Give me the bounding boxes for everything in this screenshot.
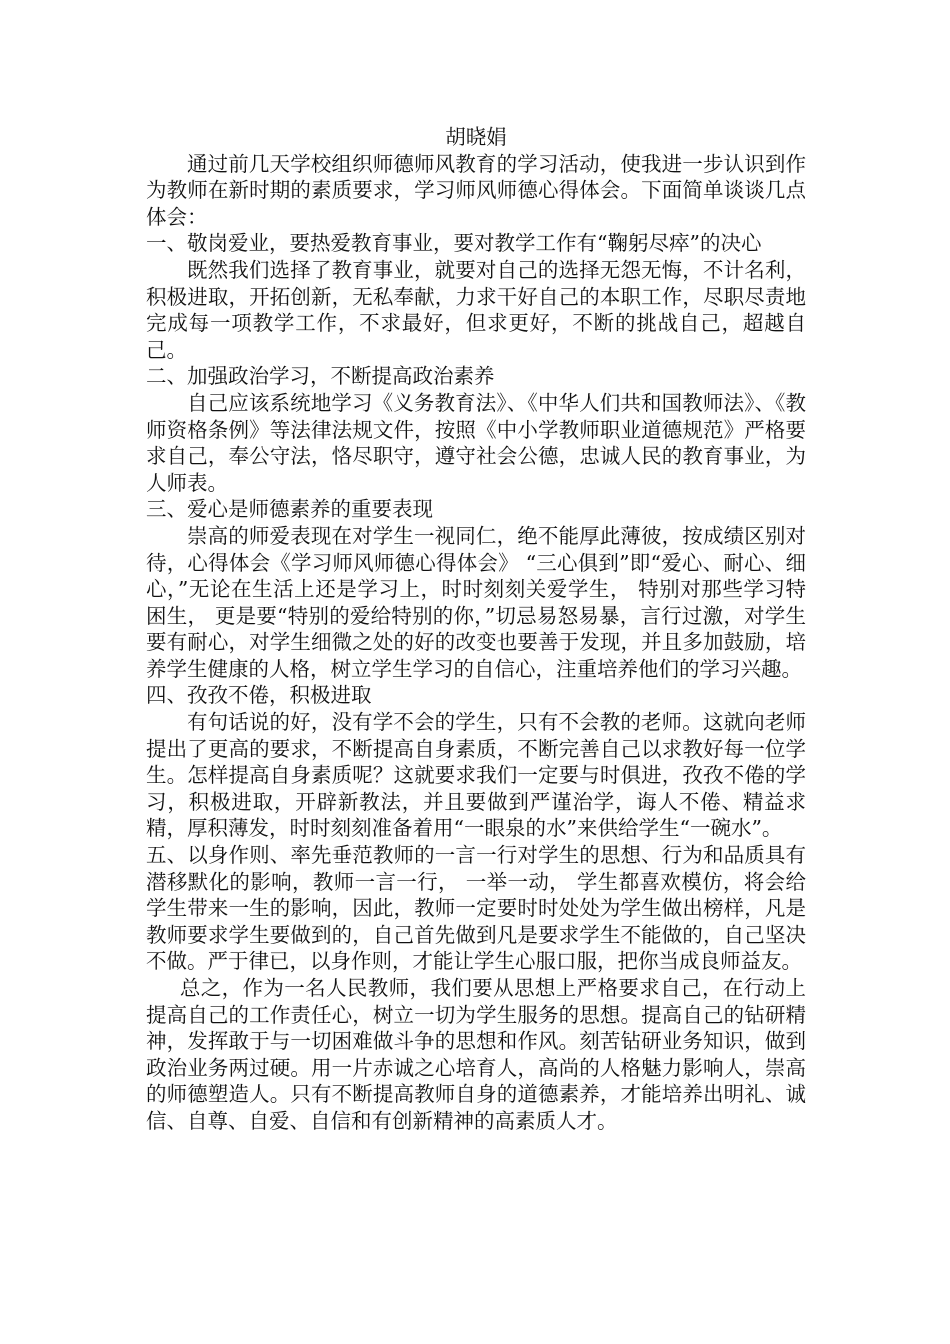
section-4-body: 有句话说的好，没有学不会的学生，只有不会教的老师。这就向老师提出了更高的要求，不断提高自身素质，不断完善自己以求教好每一位学生。怎样提高自身素质呢？这就要求我们一定要与时俱进，孜孜不倦的学习，积极进取，开辟新教法，并且要做到严谨治学，诲人不倦、精益求精，厚积薄发，时时刻刻准备着用“一眼泉的水”来供给学生“一碗水”。 bbox=[146, 710, 806, 841]
section-1-heading: 一、敬岗爱业，要热爱教育事业，要对教学工作有“鞠躬尽瘁”的决心 bbox=[146, 231, 762, 256]
document-page bbox=[146, 124, 806, 1135]
conclusion-paragraph: 总之，作为一名人民教师，我们要从思想上严格要求自己，在行动上提高自己的工作责任心，树立一切为学生服务的思想。提高自己的钻研精神，发挥敢于与一切困难做斗争的思想和作风。刻苦钻研业务知识，做到政治业务两过硬。用一片赤诚之心培育人，高尚的人格魅力影响人，崇高的师德塑造人。只有不断提高教师自身的道德素养，才能培养出明礼、诚信、自尊、自爱、自信和有创新精神的高素质人才。 bbox=[146, 976, 806, 1133]
section-2-body: 自己应该系统地学习《义务教育法》、《中华人们共和国教师法》、《教师资格条例》等法律法规文件，按照《中小学教师职业道德规范》严格要求自己，奉公守法，恪尽职守，遵守社会公德，忠诚人民的教育事业，为人师表。 bbox=[146, 390, 806, 495]
section-1-body: 既然我们选择了教育事业，就要对自己的选择无怨无悔，不计名利，积极进取，开拓创新，无私奉献，力求干好自己的本职工作，尽职尽责地完成每一项教学工作，不求最好，但求更好，不断的挑战自己，超越自己。 bbox=[146, 257, 806, 362]
section-4-heading: 四、孜孜不倦，积极进取 bbox=[146, 683, 372, 708]
intro-paragraph: 通过前几天学校组织师德师风教育的学习活动，使我进一步认识到作为教师在新时期的素质要求，学习师风师德心得体会。下面简单谈谈几点体会： bbox=[146, 151, 806, 229]
section-3-body: 崇高的师爱表现在对学生一视同仁，绝不能厚此薄彼，按成绩区别对待，心得体会《学习师风师德心得体会》 “三心俱到”即“爱心、耐心、细心，”无论在生活上还是学习上，时时刻刻关爱学生， 特别对那些学习特困生， 更是要“特别的爱给特别的你，”切忌易怒易暴，言行过激，对学生要有耐心，对学生细微之处的好的改变也要善于发现，并且多加鼓励，培养学生健康的人格，树立学生学习的自信心，注重培养他们的学习兴趣。 bbox=[146, 523, 806, 681]
section-3-heading: 三、爱心是师德素养的重要表现 bbox=[146, 497, 433, 522]
section-5-paragraph: 五、以身作则、率先垂范教师的一言一行对学生的思想、行为和品质具有潜移默化的影响，教师一言一行， 一举一动， 学生都喜欢模仿，将会给学生带来一生的影响，因此，教师一定要时时处处为学生做出榜样，凡是教师要求学生要做到的，自己首先做到凡是要求学生不能做的，自己坚决不做。严于律已，以身作则，才能让学生心服口服，把你当成良师益友。 bbox=[146, 843, 806, 974]
section-2-heading: 二、加强政治学习，不断提高政治素养 bbox=[146, 364, 495, 389]
author-name: 胡晓娟 bbox=[445, 125, 507, 149]
